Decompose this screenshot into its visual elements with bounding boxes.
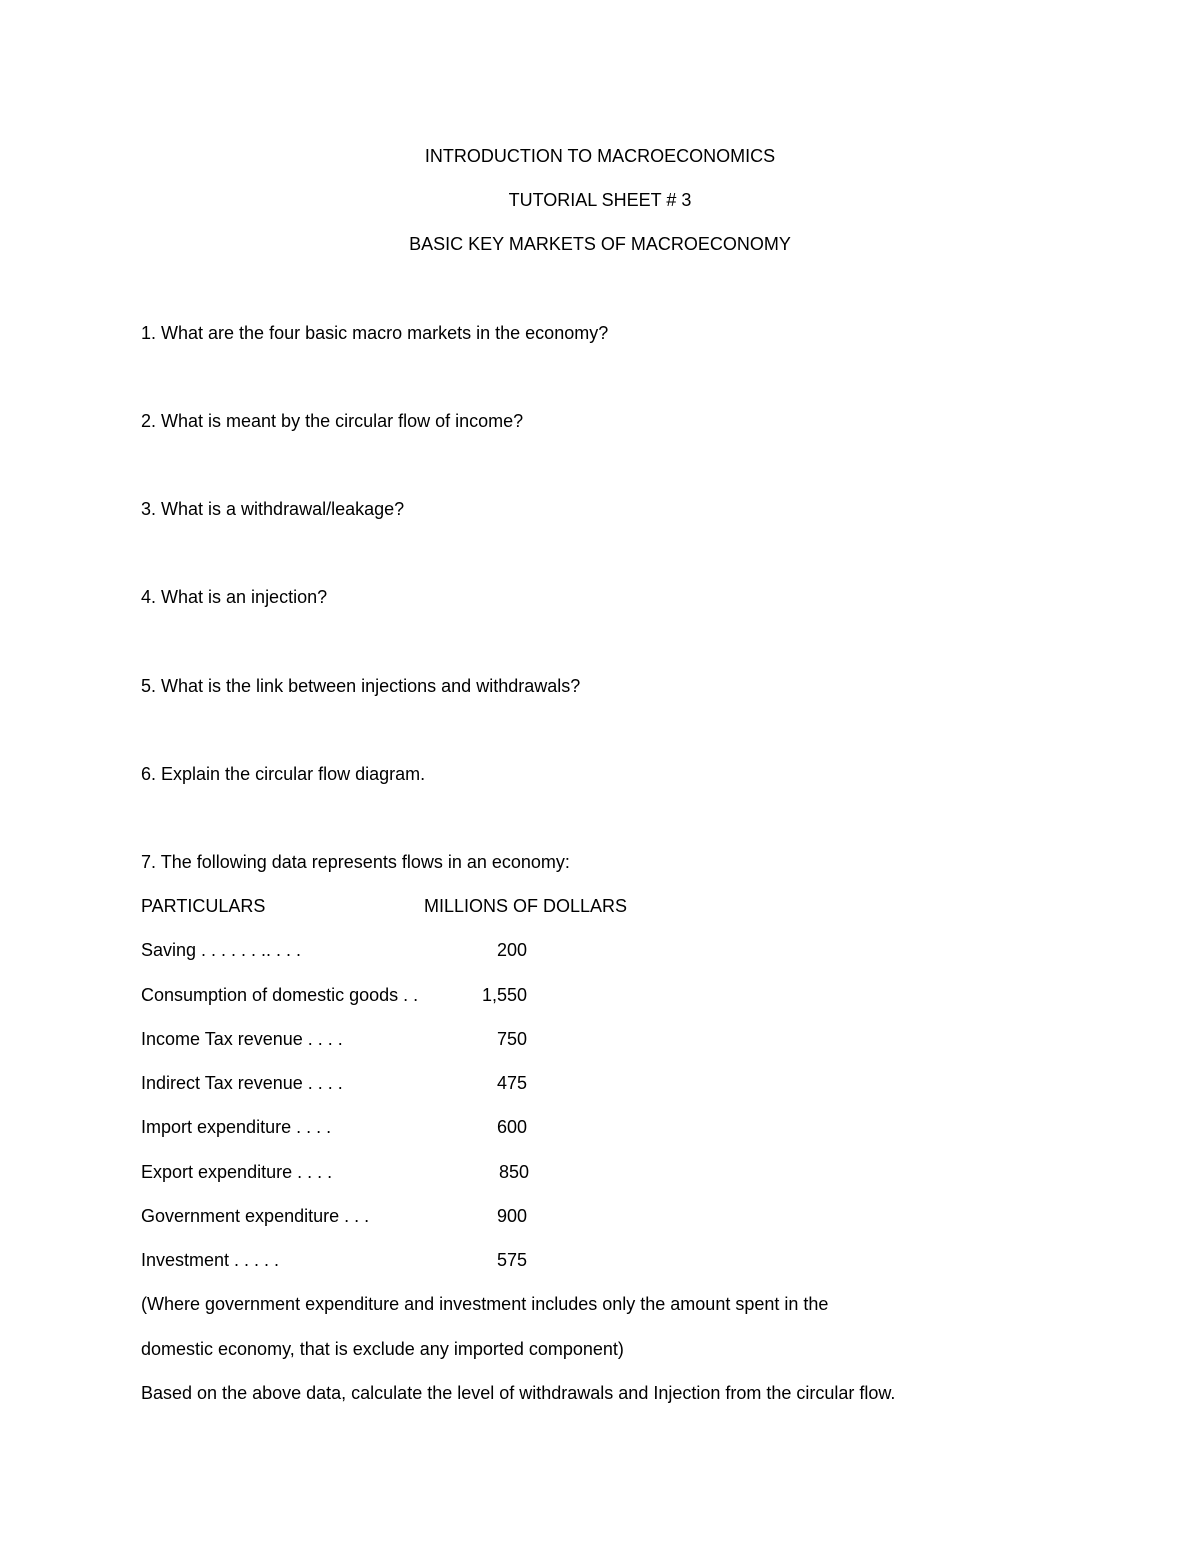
question-text: . What are the four basic macro markets in the economy?: [151, 323, 609, 343]
table-row-value: 850: [498, 1162, 529, 1182]
table-row-value: 1,550: [481, 985, 527, 1005]
question-2: [141, 410, 523, 432]
table-row-label: Export expenditure . . . .: [141, 1162, 333, 1182]
question-1: [141, 322, 608, 344]
sheet-title: TUTORIAL SHEET # 3: [508, 190, 692, 210]
table-row-value: 475: [496, 1073, 527, 1093]
question-text: . What is meant by the circular flow of income?: [151, 411, 524, 431]
question-5: [141, 675, 580, 697]
question-number: 3: [141, 499, 152, 519]
question-text: . What is a withdrawal/leakage?: [151, 499, 405, 519]
topic-title: BASIC KEY MARKETS OF MACROECONOMY: [409, 234, 791, 254]
table-row-label: Indirect Tax revenue . . . .: [141, 1073, 343, 1093]
question-text: . What is the link between injections and withdrawals?: [151, 676, 581, 696]
note-line-2: domestic economy, that is exclude any imported component): [141, 1339, 624, 1359]
question-number: 6: [141, 764, 152, 784]
question-6: [141, 763, 425, 785]
question-text: . The following data represents flows in an economy:: [151, 852, 570, 872]
question-number: 2: [141, 411, 152, 431]
question-text: . What is an injection?: [151, 587, 328, 607]
question-number: 7: [141, 852, 152, 872]
table-row-label: Income Tax revenue . . . .: [141, 1029, 343, 1049]
table-row-label: Consumption of domestic goods . .: [141, 985, 419, 1005]
table-row-value: 600: [496, 1117, 527, 1137]
question-number: 4: [141, 587, 152, 607]
course-title: INTRODUCTION TO MACROECONOMICS: [424, 146, 776, 166]
table-header-particulars: PARTICULARS: [141, 896, 266, 916]
question-3: [141, 498, 404, 520]
question-4: [141, 586, 327, 608]
question-number: 5: [141, 676, 152, 696]
table-row-value: 900: [496, 1206, 527, 1226]
table-row-value: 575: [496, 1250, 527, 1270]
table-row-value: 750: [496, 1029, 527, 1049]
table-row-label: Import expenditure . . . .: [141, 1117, 332, 1137]
question-text: . Explain the circular flow diagram.: [151, 764, 426, 784]
table-row-label: Saving . . . . . . .. . . .: [141, 940, 302, 960]
table-row-label: Investment . . . . .: [141, 1250, 280, 1270]
instruction-text: Based on the above data, calculate the level of withdrawals and Injection from the circular flow.: [141, 1383, 896, 1403]
question-7: [141, 851, 570, 873]
table-header-millions: MILLIONS OF DOLLARS: [424, 896, 628, 916]
note-line-1: (Where government expenditure and investment includes only the amount spent in the: [141, 1294, 829, 1314]
table-row-value: 200: [496, 940, 527, 960]
table-row-label: Government expenditure . . .: [141, 1206, 370, 1226]
question-number: 1: [141, 323, 152, 343]
